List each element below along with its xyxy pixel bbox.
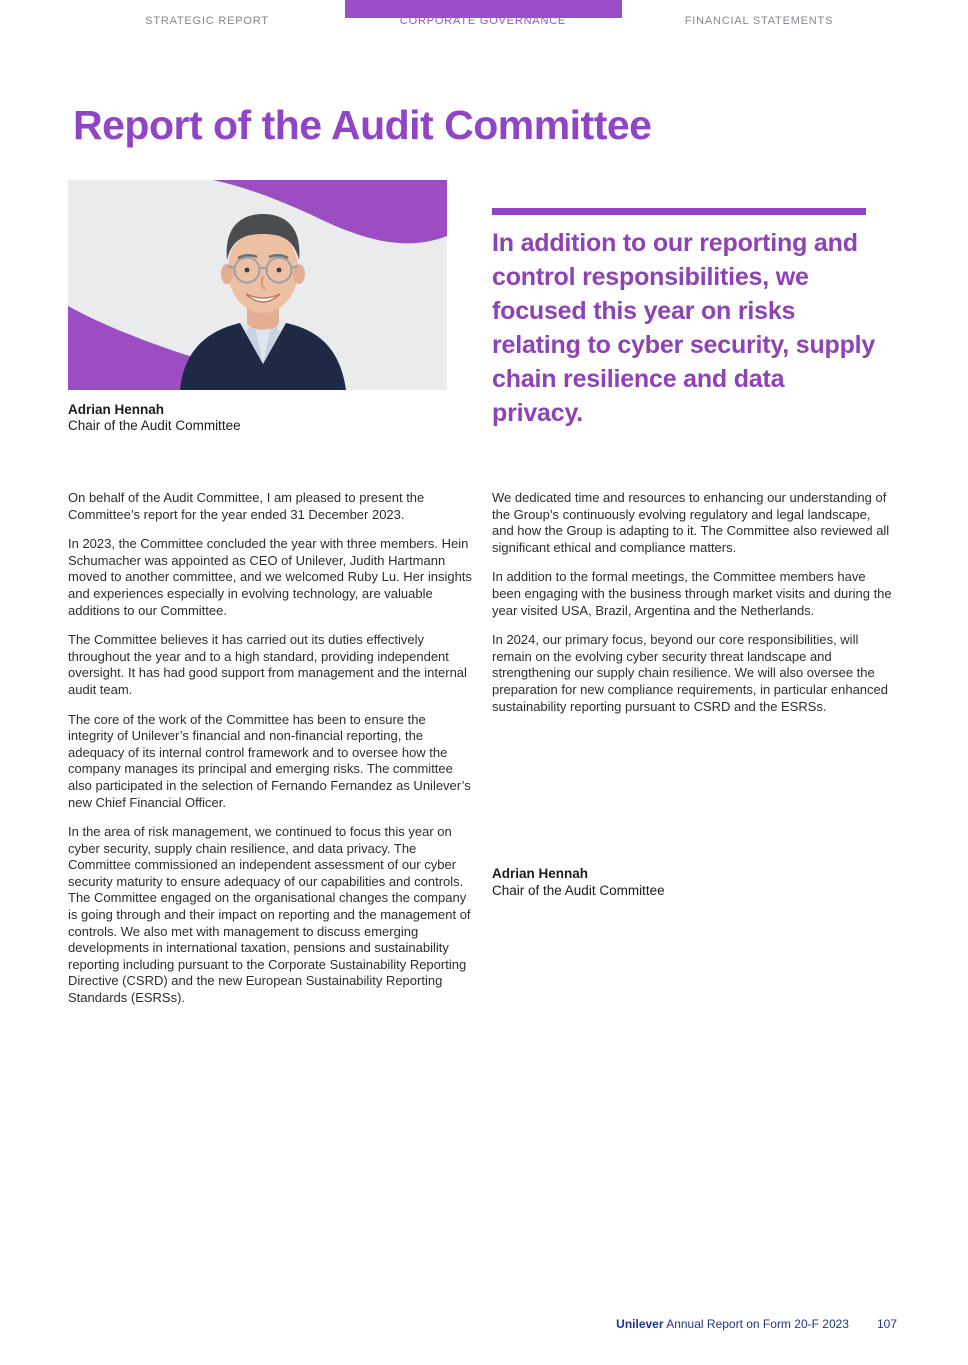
tab-financial-statements[interactable]: FINANCIAL STATEMENTS xyxy=(684,15,834,27)
tab-corporate-governance[interactable]: CORPORATE GOVERNANCE xyxy=(399,15,567,27)
body-column-left xyxy=(68,490,474,1020)
paragraph: The Committee believes it has carried out its duties effectively throughout the year and to a high standard, providing independent oversight. It has had good support from management and the internal audit team. xyxy=(68,632,467,697)
paragraph: We dedicated time and resources to enhancing our understanding of the Group’s continuously evolving regulatory and legal landscape, and how the Group is adapting to it. The Committee also reviewed all significant ethical and compliance matters. xyxy=(492,490,890,555)
pull-quote: In addition to our reporting and control responsibilities, we focused this year on risks relating to cyber security, supply chain resilience and data privacy. xyxy=(492,229,876,427)
paragraph: In the area of risk management, we continued to focus this year on cyber security, supply chain resilience, and data privacy. The Committee commissioned an independent assessment of our cyber security maturity to ensure adequacy of our capabilities and controls. The Committee engaged on the organisational changes the company is going through and their impact on reporting and the management of controls. We also met with management to discuss emerging developments in international taxation, pensions and sustainability reporting including pursuant to the Corporate Sustainability Reporting Directive (CSRD) and the new European Sustainability Reporting Standards (ESRSs). xyxy=(68,824,471,1006)
page-footer xyxy=(616,1317,897,1331)
tab-strategic-report[interactable]: STRATEGIC REPORT xyxy=(145,15,269,27)
paragraph: On behalf of the Audit Committee, I am pleased to present the Committee’s report for the year ended 31 December 2023. xyxy=(68,490,425,522)
signature-name: Adrian Hennah xyxy=(492,866,589,881)
footer-report-title xyxy=(616,1317,849,1331)
body-column-right xyxy=(492,490,892,728)
paragraph: The core of the work of the Committee has been to ensure the integrity of Unilever’s financial and non-financial reporting, the adequacy of its internal control framework and to oversee how the company manages its principal and emerging risks. The committee also participated in the selection of Fernando Fernandez as Unilever’s new Chief Financial Officer. xyxy=(68,711,471,810)
signature-block xyxy=(492,866,665,899)
paragraph: In 2023, the Committee concluded the year with three members. Hein Schumacher was appointed as CEO of Unilever, Judith Hartmann moved to another committee, and we welcomed Ruby Lu. Her insights and experiences especially in evolving technology, are valuable additions to our Committee. xyxy=(68,536,472,618)
footer-brand: Unilever xyxy=(616,1317,664,1331)
quote-rule-bar xyxy=(492,208,866,215)
portrait-photo xyxy=(68,180,447,390)
caption-role: Chair of the Audit Committee xyxy=(68,418,241,433)
portrait-photo-illustration xyxy=(68,180,447,390)
signature-role: Chair of the Audit Committee xyxy=(492,882,665,898)
page-title: Report of the Audit Committee xyxy=(73,102,652,148)
photo-caption xyxy=(68,402,241,434)
paragraph: In addition to the formal meetings, the Committee members have been engaging with the business through market visits and during the year visited USA, Brazil, Argentina and the Netherlands. xyxy=(492,569,892,618)
page-number: 107 xyxy=(876,1317,897,1331)
footer-title-text: Annual Report on Form 20-F 2023 xyxy=(666,1317,849,1331)
caption-name: Adrian Hennah xyxy=(68,402,165,417)
paragraph: In 2024, our primary focus, beyond our core responsibilities, will remain on the evolving cyber security threat landscape and strengthening our supply chain resilience. We will also oversee the preparation for new compliance requirements, in particular enhanced sustainability reporting pursuant to CSRD and the ESRSs. xyxy=(492,632,888,714)
